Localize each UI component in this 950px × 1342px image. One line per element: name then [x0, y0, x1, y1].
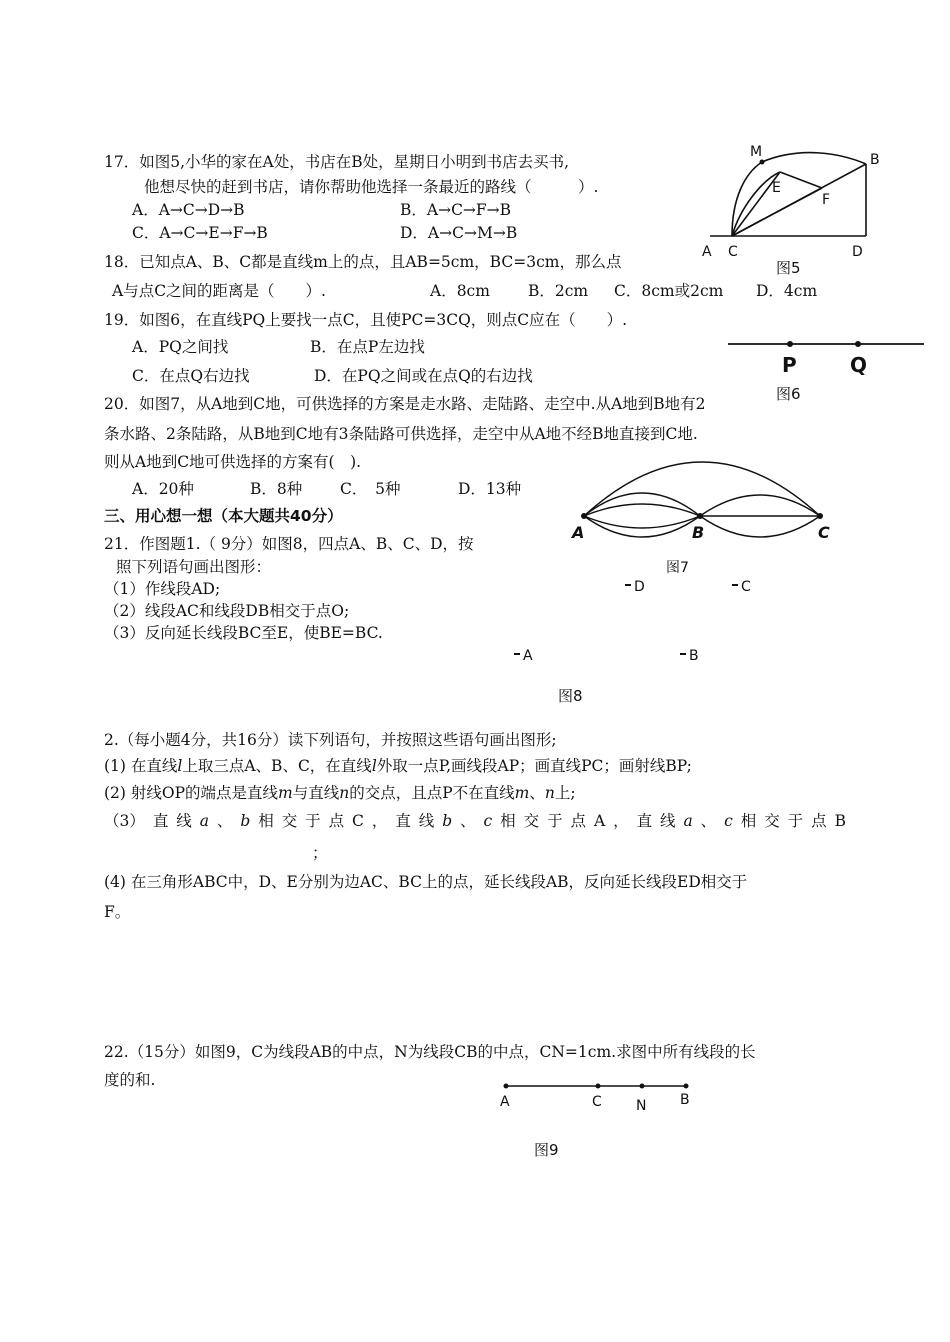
q2-item1	[104, 756, 692, 776]
fig9-point-b	[684, 1084, 689, 1089]
q2-item4-line1: (4) 在三角形ABC中，D、E分别为边AC、BC上的点，延长线段AB，反向延长线段ED相交于	[104, 873, 748, 891]
q2-item3-char: 相	[500, 812, 516, 830]
q2-item3-char: 点	[570, 812, 587, 830]
fig7-point-b	[697, 513, 703, 519]
q2-item3-char: 直	[636, 812, 653, 830]
fig8-label-b: B	[689, 648, 699, 664]
q2-item3-char: 交	[281, 812, 298, 830]
q20-option-a: A．20种	[132, 480, 194, 498]
q2-item3-char: 相	[258, 812, 274, 830]
q2-item3-char: （3）	[104, 812, 145, 830]
q19-option-a: A．PQ之间找	[132, 338, 229, 356]
var-n: n	[339, 784, 350, 802]
fig9-point-c	[596, 1084, 601, 1089]
q2-item3-char: 、	[700, 812, 717, 830]
section-3-title: 三、用心想一想（本大题共40分）	[104, 507, 343, 525]
q2-item3-char: 于	[305, 812, 321, 830]
fig5-label-a: A	[702, 244, 712, 260]
q21-line2: 照下列语句画出图形：	[116, 558, 272, 576]
q2-item3-end: ；	[312, 844, 328, 862]
q22-line2: 度的和.	[104, 1071, 156, 1089]
q2-item3-char: 线	[660, 812, 676, 830]
q2-item2-part-d: 、	[529, 784, 545, 802]
fig9-point-a	[504, 1084, 509, 1089]
q2-line1: 2.（每小题4分，共16分）读下列语句，并按照这些语句画出图形;	[104, 731, 557, 749]
q21-item1: （1）作线段AD;	[104, 580, 221, 598]
q2-item2-part-b: 与直线	[292, 784, 340, 802]
var-m: m	[514, 784, 530, 802]
fig7-bc-route-1	[700, 495, 820, 516]
fig7-label-c: C	[818, 523, 830, 542]
var-n: n	[544, 784, 555, 802]
q20-line3: 则从A地到C地可供选择的方案有( ).	[104, 453, 362, 471]
q2-item2	[104, 783, 576, 803]
q2-item3-char: 于	[547, 812, 563, 830]
fig7-point-a	[581, 513, 587, 519]
q2-item3-char: 、	[216, 812, 233, 830]
fig5-label-e: E	[772, 180, 781, 196]
var-l: l	[371, 757, 377, 775]
q2-item2-part-e: 上;	[554, 784, 576, 802]
fig5-arc-mb	[762, 153, 866, 164]
fig6-label-q: Q	[850, 353, 868, 377]
q17-option-d: D．A→C→M→B	[400, 224, 518, 242]
fig9-label-b: B	[680, 1092, 690, 1108]
q18-line2: A与点C之间的距离是（ ）.	[112, 282, 326, 300]
q19-line1: 19．如图6，在直线PQ上要找一点C，且使PC=3CQ，则点C应在（ ）.	[104, 311, 628, 329]
fig8-label-a: A	[523, 648, 533, 664]
q2-item3-char: 相	[740, 812, 757, 830]
q2-item3-char: 线	[418, 812, 435, 830]
q2-item3-char: 线	[176, 812, 192, 830]
q20-option-d: D．13种	[458, 480, 522, 498]
fig8-caption: 图8	[558, 687, 583, 705]
fig9-caption: 图9	[534, 1141, 559, 1159]
var-b: b	[442, 812, 453, 830]
q2-item1-part-a: (1) 在直线	[104, 757, 178, 775]
fig7-ab-route-4	[584, 516, 700, 537]
q21-item2: （2）线段AC和线段DB相交于点O;	[104, 602, 350, 620]
q2-item3-char: ，	[371, 812, 388, 830]
q2-item3-char: 点	[328, 812, 345, 830]
q2-item3-char: C	[352, 812, 364, 830]
fig7-label-a: A	[572, 523, 585, 542]
q18-option-d: D．4cm	[756, 282, 818, 300]
fig7-air-route	[584, 462, 820, 516]
fig8-label-d: D	[634, 579, 645, 595]
fig7-caption: 图7	[666, 560, 689, 576]
var-b: b	[240, 812, 251, 830]
fig6-label-p: P	[782, 353, 797, 377]
fig9-label-n: N	[636, 1098, 647, 1114]
fig5-label-c: C	[728, 244, 738, 260]
fig5-label-f: F	[822, 192, 831, 208]
fig5-label-b: B	[870, 152, 880, 168]
q18-option-c: C．8cm或2cm	[614, 282, 724, 300]
q20-line1: 20．如图7，从A地到C地，可供选择的方案是走水路、走陆路、走空中.从A地到B地有2	[104, 395, 706, 413]
q2-item2-part-a: (2) 射线OP的端点是直线	[104, 784, 279, 802]
fig5-label-d: D	[852, 244, 863, 260]
q2-item3-char: 交	[523, 812, 540, 830]
figure-9	[496, 1078, 706, 1118]
q19-option-c: C．在点Q右边找	[132, 367, 250, 385]
q17-option-c: C．A→C→E→F→B	[132, 224, 268, 242]
var-c: c	[483, 812, 493, 830]
var-a: a	[199, 812, 209, 830]
q22-line1: 22.（15分）如图9，C为线段AB的中点，N为线段CB的中点，CN=1cm.求图中所有线段的长	[104, 1043, 756, 1061]
fig6-point-q	[855, 341, 861, 347]
q2-item3-char: 直	[395, 812, 411, 830]
q21-line1: 21．作图题1.（ 9分）如图8，四点A、B、C、D，按	[104, 535, 474, 553]
q2-item3-char: 点	[811, 812, 827, 830]
q17-option-b: B．A→C→F→B	[400, 201, 512, 219]
q2-item3-char: ，	[613, 812, 629, 830]
q19-option-d: D．在PQ之间或在点Q的右边找	[314, 367, 533, 385]
figure-5	[690, 138, 890, 278]
q17-line1: 17．如图5,小华的家在A处，书店在B处，星期日小明到书店去买书,	[104, 153, 570, 171]
q2-item1-part-c: 外取一点P,画线段AP；画直线PC；画射线BP;	[376, 757, 692, 775]
q2-item3-char: A	[593, 812, 606, 830]
figure-7	[568, 448, 840, 544]
q2-item3-char: 直	[152, 812, 169, 830]
q20-line2: 条水路、2条陆路，从B地到C地有3条陆路可供选择，走空中从A地不经B地直接到C地.	[104, 425, 698, 443]
q18-option-b: B．2cm	[528, 282, 589, 300]
fig7-label-b: B	[692, 523, 705, 542]
fig6-caption: 图6	[776, 385, 801, 403]
q18-line1: 18．已知点A、B、C都是直线m上的点，且AB=5cm，BC=3cm，那么点	[104, 253, 622, 271]
fig9-label-a: A	[500, 1094, 510, 1110]
q2-item3-char: 于	[787, 812, 804, 830]
q19-option-b: B．在点P左边找	[310, 338, 425, 356]
fig5-point-m	[760, 160, 765, 165]
fig8-label-c: C	[741, 579, 751, 595]
q21-item3: （3）反向延长线段BC至E，使BE=BC.	[104, 624, 383, 642]
fig7-point-c	[817, 513, 823, 519]
q2-item3	[104, 811, 846, 831]
q17-line2: 他想尽快的赶到书店，请你帮助他选择一条最近的路线（ ）.	[144, 178, 599, 196]
var-a: a	[683, 812, 693, 830]
figure-6	[724, 330, 928, 380]
fig5-label-m: M	[750, 144, 763, 160]
fig9-label-c: C	[592, 1094, 602, 1110]
fig7-ab-route-2	[584, 504, 700, 516]
q18-option-a: A．8cm	[430, 282, 490, 300]
q2-item1-part-b: 上取三点A、B、C，在直线	[182, 757, 372, 775]
fig9-point-n	[640, 1084, 645, 1089]
q2-item3-char: 交	[764, 812, 780, 830]
q2-item3-char: B	[834, 812, 846, 830]
var-m: m	[278, 784, 293, 802]
q2-item2-part-c: 的交点，且点P不在直线	[349, 784, 515, 802]
q2-item3-char: 、	[460, 812, 476, 830]
fig6-point-p	[787, 341, 793, 347]
q20-option-c: C． 5种	[340, 480, 401, 498]
q2-item4-line2: F。	[104, 903, 131, 921]
var-c: c	[724, 812, 733, 830]
q20-option-b: B．8种	[250, 480, 303, 498]
fig5-segment-ef	[780, 172, 822, 188]
q17-option-a: A．A→C→D→B	[132, 201, 245, 219]
var-l: l	[177, 757, 183, 775]
figure-8	[500, 570, 770, 670]
fig7-bc-route-3	[700, 516, 820, 537]
fig5-caption: 图5	[776, 259, 801, 277]
